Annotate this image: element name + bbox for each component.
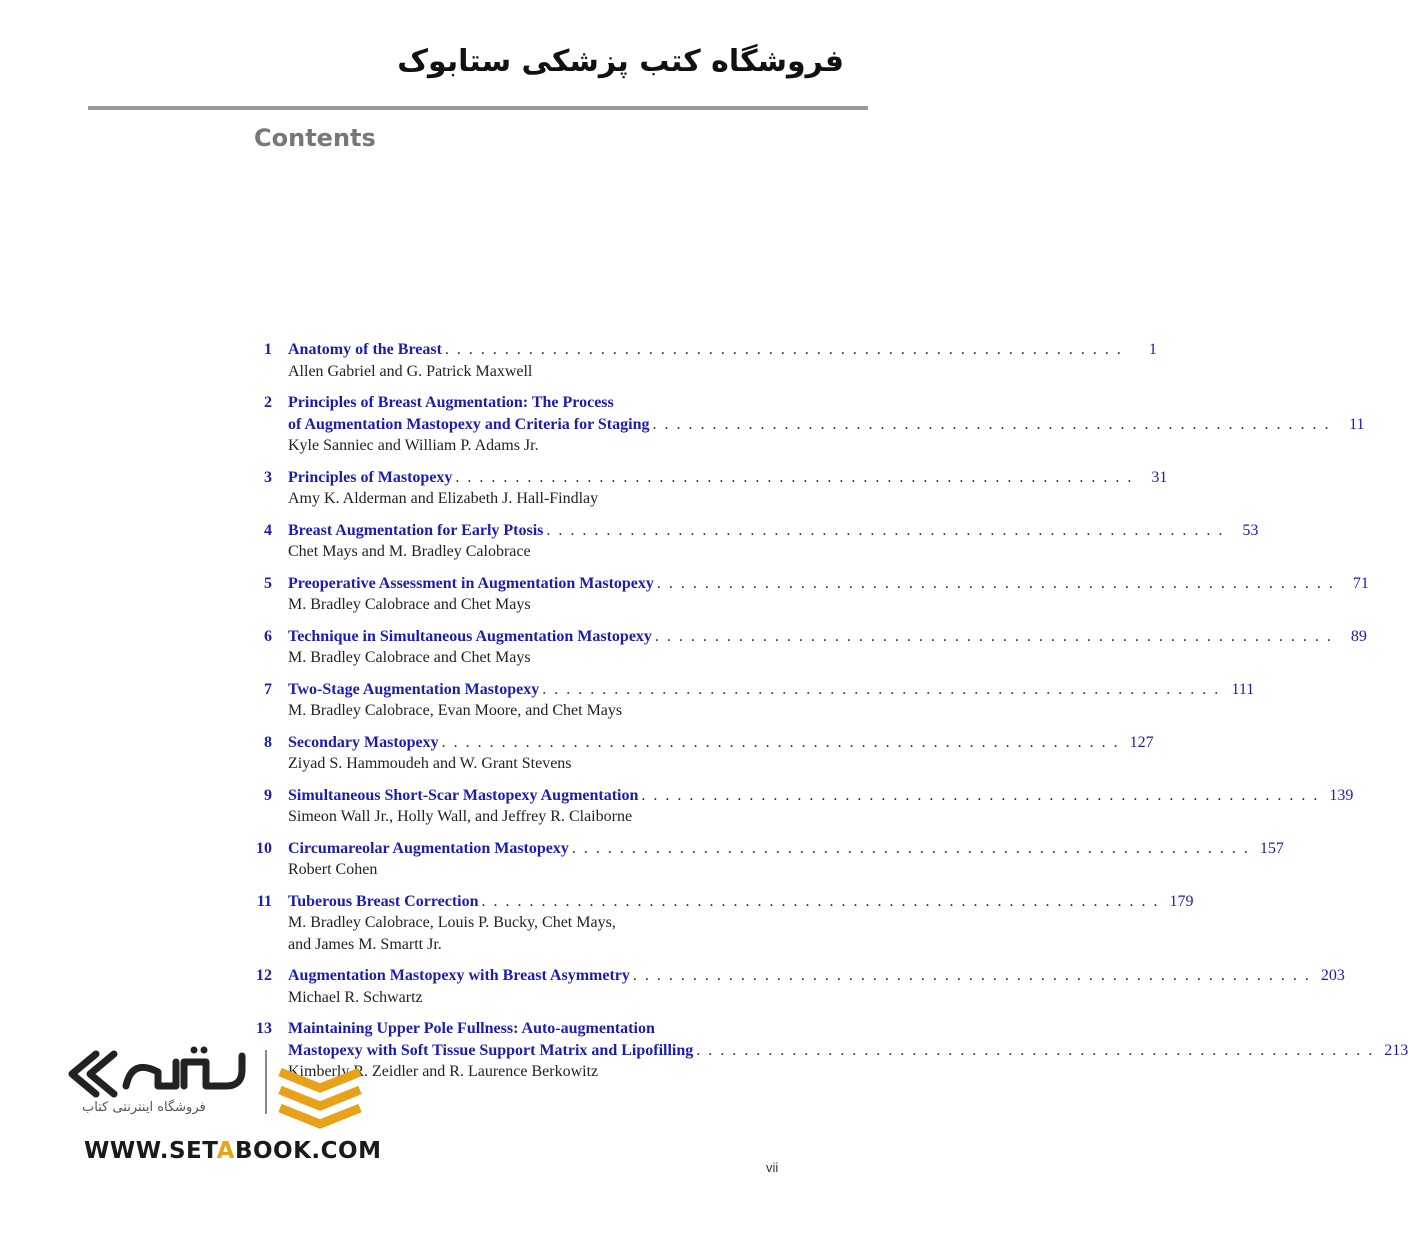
- dot-leader: . . . . . . . . . . . . . . . . . . . . . . . . . . . . . . . . . . . . . . . . . . . . . . . . . . . . . . . . .: [641, 786, 1320, 804]
- chapter-page-number[interactable]: 89: [1350, 627, 1367, 645]
- chapter-title[interactable]: Mastopexy with Soft Tissue Support Matrix and Lipofilling: [288, 1041, 694, 1059]
- chapter-page-number[interactable]: 203: [1320, 967, 1345, 984]
- chapter-page-number[interactable]: 127: [1129, 733, 1154, 751]
- chapter-authors: M. Bradley Calobrace, Louis P. Bucky, Chet Mays,: [288, 914, 616, 931]
- chapter-page-number[interactable]: 213: [1384, 1041, 1408, 1059]
- chapter-title[interactable]: Technique in Simultaneous Augmentation Mastopexy: [288, 627, 652, 645]
- chapter-title[interactable]: Anatomy of the Breast: [288, 341, 442, 358]
- chapter-number: 8: [264, 733, 272, 751]
- chapter-title[interactable]: Breast Augmentation for Early Ptosis: [288, 521, 544, 539]
- chapter-authors: M. Bradley Calobrace, Evan Moore, and Chet Mays: [288, 702, 623, 719]
- chapter-authors: Robert Cohen: [288, 861, 378, 878]
- chapter-number: 10: [256, 839, 272, 857]
- chapter-page-number[interactable]: 1: [1148, 341, 1157, 358]
- chapter-page-number[interactable]: 71: [1352, 574, 1369, 592]
- dot-leader: . . . . . . . . . . . . . . . . . . . . . . . . . . . . . . . . . . . . . . . . . . . . . . . . . . . . . . . . .: [542, 680, 1221, 698]
- dot-leader: . . . . . . . . . . . . . . . . . . . . . . . . . . . . . . . . . . . . . . . . . . . . . . . . . . . . . . . . .: [546, 521, 1225, 539]
- chapter-authors: and James M. Smartt Jr.: [288, 935, 442, 953]
- contents-heading: Contents: [254, 124, 376, 152]
- header-divider: [88, 106, 868, 110]
- toc-entry[interactable]: [250, 732, 1154, 775]
- chapter-page-number[interactable]: 179: [1169, 892, 1194, 910]
- dot-leader: . . . . . . . . . . . . . . . . . . . . . . . . . . . . . . . . . . . . . . . . . . . . . . . . . . . . . . . . .: [441, 733, 1120, 751]
- chapter-page-number[interactable]: 11: [1349, 415, 1365, 433]
- chapter-page-number[interactable]: 157: [1259, 839, 1284, 857]
- toc-entry[interactable]: [250, 626, 1367, 669]
- chapter-number: 12: [256, 967, 272, 984]
- chapter-authors: Kyle Sanniec and William P. Adams Jr.: [288, 437, 539, 454]
- chapter-authors: Kimberly R. Zeidler and R. Laurence Berkowitz: [288, 1063, 599, 1080]
- dot-leader: . . . . . . . . . . . . . . . . . . . . . . . . . . . . . . . . . . . . . . . . . . . . . . . . . . . . . . . . .: [481, 892, 1160, 910]
- toc-entry[interactable]: [250, 520, 1259, 563]
- store-header-title: فروشگاه کتب پزشکی ستابوک: [397, 44, 844, 79]
- toc-entry[interactable]: [250, 573, 1369, 616]
- chapter-title[interactable]: Preoperative Assessment in Augmentation Mastopexy: [288, 574, 654, 592]
- dot-leader: . . . . . . . . . . . . . . . . . . . . . . . . . . . . . . . . . . . . . . . . . . . . . . . . . . . . . . . . .: [696, 1041, 1375, 1059]
- chapter-number: 4: [264, 521, 272, 539]
- chapter-page-number[interactable]: 53: [1242, 521, 1259, 539]
- toc-entry[interactable]: [250, 339, 1157, 382]
- dot-leader: . . . . . . . . . . . . . . . . . . . . . . . . . . . . . . . . . . . . . . . . . . . . . . . . . . . . . . . . .: [654, 627, 1333, 645]
- chapter-authors: Michael R. Schwartz: [288, 988, 423, 1006]
- chapter-title[interactable]: Principles of Mastopexy: [288, 468, 453, 486]
- toc-entry[interactable]: [250, 965, 1345, 1008]
- toc-entry[interactable]: [250, 679, 1255, 722]
- chapter-number: 11: [256, 892, 272, 910]
- chapter-title[interactable]: Two-Stage Augmentation Mastopexy: [288, 680, 540, 698]
- chapter-authors: Simeon Wall Jr., Holly Wall, and Jeffrey R. Claiborne: [288, 808, 633, 825]
- chapter-authors: Ziyad S. Hammoudeh and W. Grant Stevens: [288, 755, 572, 772]
- chapter-title[interactable]: Simultaneous Short-Scar Mastopexy Augmentation: [288, 786, 639, 804]
- dot-leader: . . . . . . . . . . . . . . . . . . . . . . . . . . . . . . . . . . . . . . . . . . . . . . . . . . . . . . . . .: [656, 574, 1335, 592]
- chapter-number: 7: [264, 680, 272, 698]
- chapter-page-number[interactable]: 31: [1151, 468, 1168, 486]
- dot-leader: . . . . . . . . . . . . . . . . . . . . . . . . . . . . . . . . . . . . . . . . . . . . . . . . . . . . . . . . .: [444, 341, 1123, 358]
- chapter-title[interactable]: Maintaining Upper Pole Fullness: Auto-augmentation: [288, 1020, 655, 1037]
- chapter-number: 5: [264, 574, 272, 592]
- chapter-title[interactable]: Augmentation Mastopexy with Breast Asymmetry: [288, 967, 630, 984]
- chapter-number: 9: [264, 786, 272, 804]
- chapter-title[interactable]: Circumareolar Augmentation Mastopexy: [288, 839, 569, 857]
- chapter-page-number[interactable]: 111: [1231, 680, 1255, 698]
- toc-entry[interactable]: [250, 392, 1365, 457]
- page-number: vii: [766, 1160, 779, 1175]
- chapter-number: 6: [264, 627, 272, 645]
- chapter-title[interactable]: Secondary Mastopexy: [288, 733, 439, 751]
- toc-entry[interactable]: [250, 785, 1354, 828]
- chapter-number: 2: [264, 394, 272, 411]
- toc-entry[interactable]: [250, 838, 1284, 881]
- dot-leader: . . . . . . . . . . . . . . . . . . . . . . . . . . . . . . . . . . . . . . . . . . . . . . . . . . . . . . . . .: [455, 468, 1134, 486]
- chapter-authors: Amy K. Alderman and Elizabeth J. Hall-Findlay: [288, 490, 599, 507]
- chapter-authors: M. Bradley Calobrace and Chet Mays: [288, 649, 531, 666]
- chapter-authors: Allen Gabriel and G. Patrick Maxwell: [288, 362, 533, 380]
- chapter-authors: Chet Mays and M. Bradley Calobrace: [288, 543, 531, 560]
- watermark-url[interactable]: WWW.SETABOOK.COM: [84, 1138, 382, 1164]
- chapter-number: 3: [264, 468, 272, 486]
- chapter-page-number[interactable]: 139: [1329, 786, 1354, 804]
- chapter-authors: M. Bradley Calobrace and Chet Mays: [288, 596, 531, 613]
- watermark-tagline: فروشگاه اینترنتی کتاب: [82, 1100, 206, 1115]
- chapter-number: 13: [256, 1020, 272, 1037]
- dot-leader: . . . . . . . . . . . . . . . . . . . . . . . . . . . . . . . . . . . . . . . . . . . . . . . . . . . . . . . . .: [632, 967, 1311, 984]
- dot-leader: . . . . . . . . . . . . . . . . . . . . . . . . . . . . . . . . . . . . . . . . . . . . . . . . . . . . . . . . .: [571, 839, 1250, 857]
- chapter-title[interactable]: Principles of Breast Augmentation: The Process: [288, 394, 614, 411]
- chapter-title[interactable]: Tuberous Breast Correction: [288, 892, 479, 910]
- toc-entry[interactable]: [250, 891, 1194, 956]
- chapter-title[interactable]: of Augmentation Mastopexy and Criteria for Staging: [288, 415, 650, 433]
- chapter-number: 1: [264, 341, 272, 358]
- toc-entry[interactable]: [250, 467, 1168, 510]
- table-of-contents: [250, 339, 1408, 1093]
- dot-leader: . . . . . . . . . . . . . . . . . . . . . . . . . . . . . . . . . . . . . . . . . . . . . . . . . . . . . . . . .: [652, 415, 1331, 433]
